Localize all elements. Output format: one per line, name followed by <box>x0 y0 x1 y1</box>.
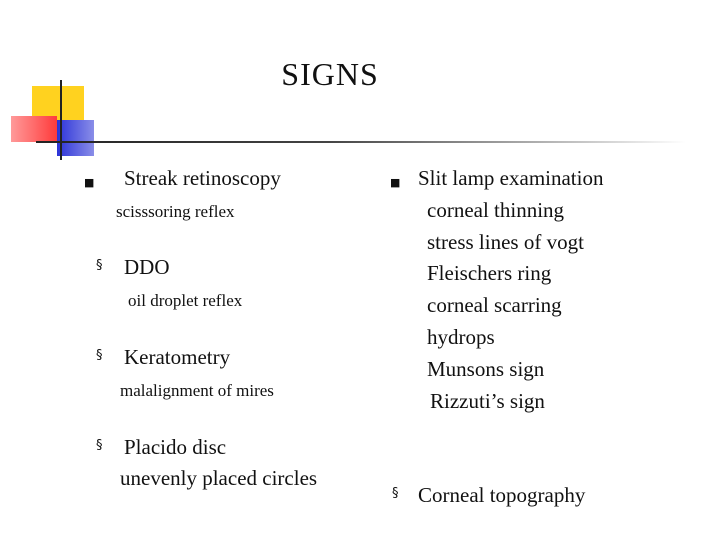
slit-lamp-finding: Fleischers ring <box>427 261 552 285</box>
slit-lamp-finding: corneal thinning <box>427 198 565 222</box>
sign-detail: malalignment of mires <box>120 381 274 400</box>
bullet-icon: § <box>96 258 103 273</box>
bullet-icon: ■ <box>84 176 95 189</box>
slit-lamp-finding: Rizzuti’s sign <box>430 389 545 413</box>
bullet-icon: § <box>96 438 103 453</box>
bullet-icon: § <box>96 348 103 363</box>
decor-blue-square <box>57 120 94 156</box>
slit-lamp-finding: hydrops <box>427 325 495 349</box>
slit-lamp-finding: stress lines of vogt <box>427 230 584 254</box>
slit-lamp-finding: corneal scarring <box>427 293 562 317</box>
sign-corneal-topography: Corneal topography <box>418 483 586 507</box>
sign-streak-retinoscopy: Streak retinoscopy <box>124 166 281 190</box>
sign-slit-lamp-examination: Slit lamp examination <box>418 166 604 190</box>
sign-detail: unevenly placed circles <box>120 466 318 490</box>
title-underline <box>36 141 686 143</box>
bullet-icon: ■ <box>390 176 401 189</box>
decor-vertical-line <box>60 80 62 160</box>
sign-placido-disc: Placido disc <box>124 435 227 459</box>
sign-ddo: DDO <box>124 255 170 279</box>
sign-detail: oil droplet reflex <box>128 291 243 310</box>
decor-red-bar <box>11 116 57 142</box>
slit-lamp-finding: Munsons sign <box>427 357 545 381</box>
sign-keratometry: Keratometry <box>124 345 231 369</box>
slide-title: SIGNS <box>281 56 379 92</box>
bullet-icon: § <box>392 486 399 501</box>
sign-detail: scisssoring reflex <box>116 202 235 221</box>
